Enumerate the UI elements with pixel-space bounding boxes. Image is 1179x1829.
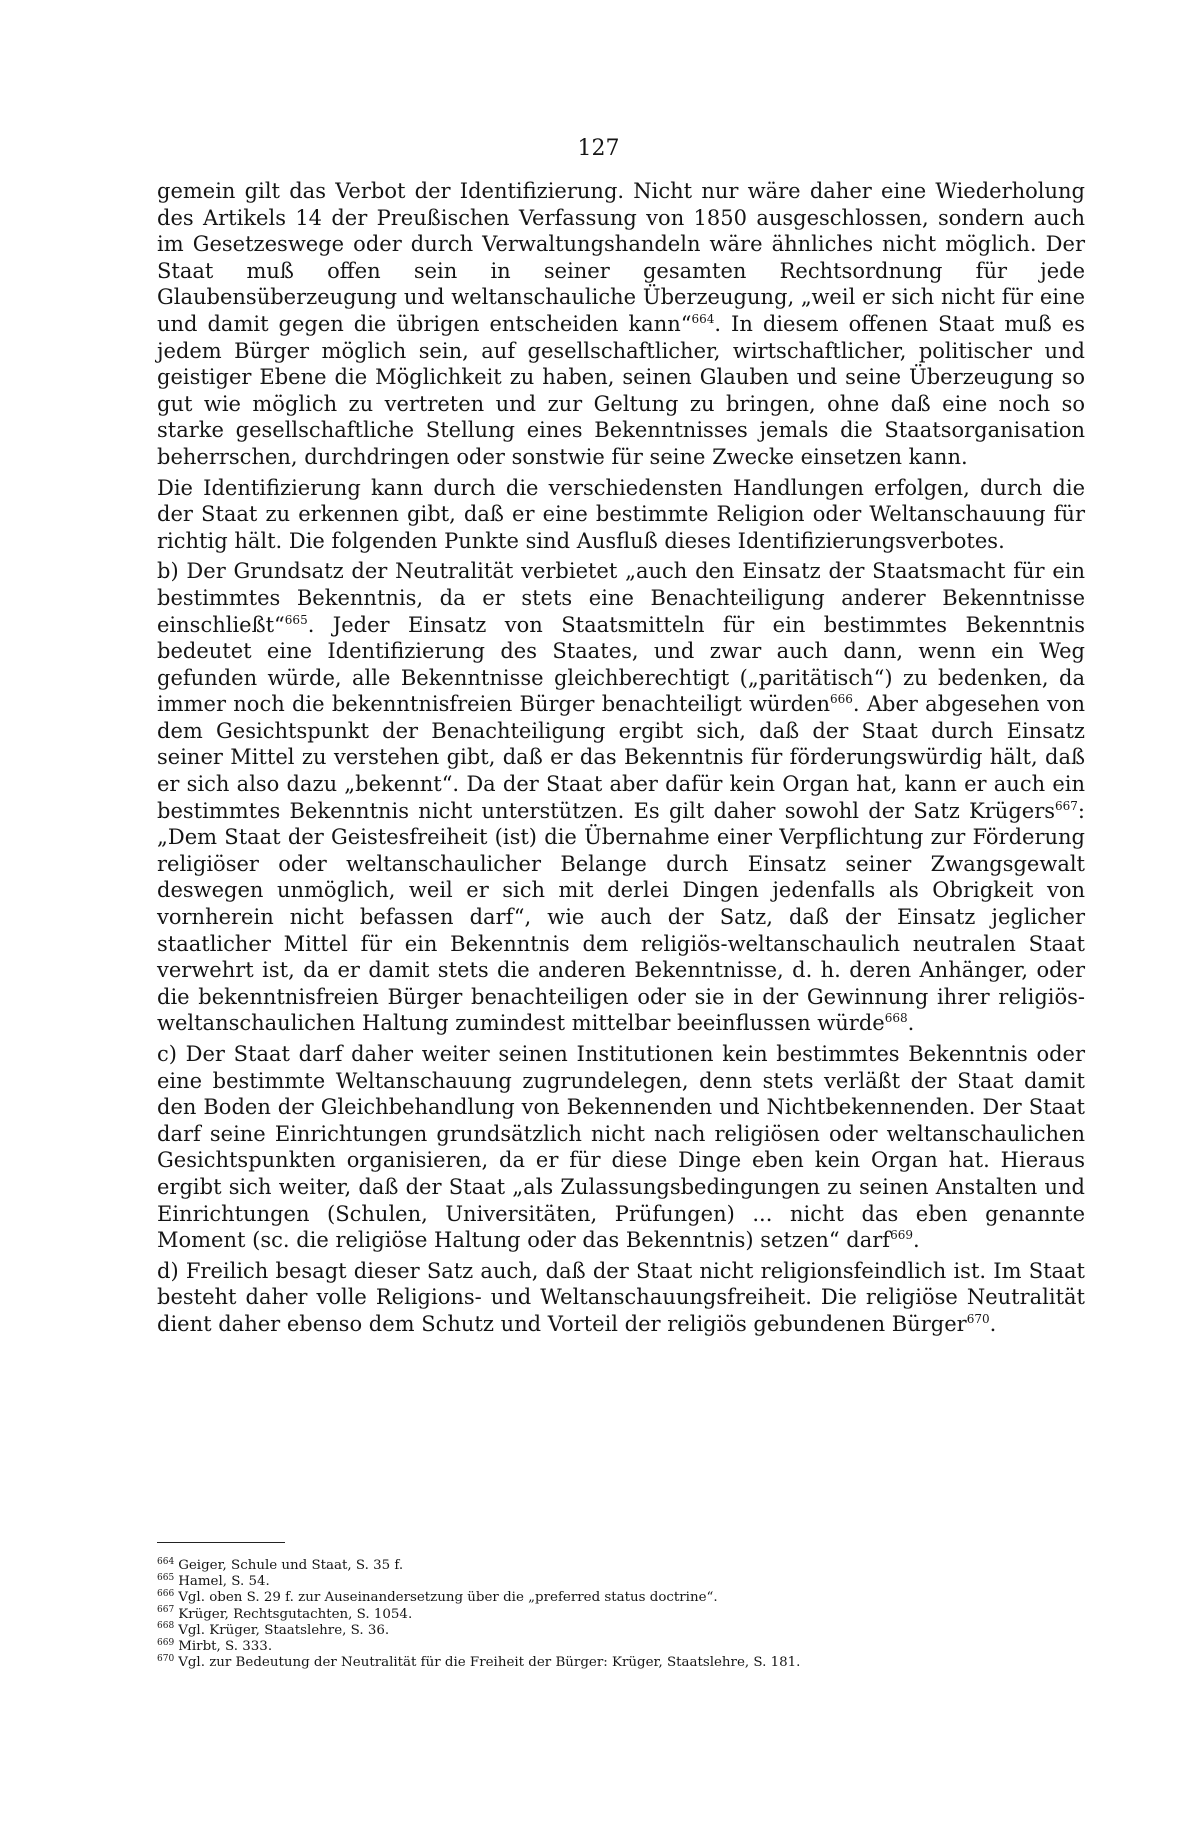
text-run: gemein gilt das Verbot der Identifizierung. Nicht nur wäre daher eine Wiederholung des Artikels 14 der Preußischen Verfassung von 1850 ausgeschlossen, sondern auch im Gesetzeswege oder durch Verwaltungshandeln wäre ähnliches nicht möglich. Der Staat muß offen sein in seiner gesamten Rechtsordnung für jede Glaubensüberzeugung und weltanschauliche Überzeugung, „weil er sich nicht für eine und damit gegen die übrigen entscheiden kann“	[157, 179, 1085, 336]
footnote-ref-670[interactable]: 670	[966, 1311, 990, 1326]
footnote-divider	[157, 1542, 285, 1543]
footnote-text: Vgl. Krüger, Staatslehre, S. 36.	[178, 1622, 390, 1638]
footnote-664	[157, 1558, 1077, 1574]
footnote-ref-666[interactable]: 666	[830, 692, 853, 707]
page-number: 127	[577, 136, 620, 161]
paragraph-c	[157, 1041, 1085, 1254]
footnote-number: 669	[157, 1637, 175, 1648]
text-run: c) Der Staat darf daher weiter seinen Institutionen kein bestimmtes Bekenntnis oder eine bestimmte Weltanschauung zugrundelegen, denn stets verläßt der Staat damit den Boden der Gleichbehandlung von Bekennenden und Nichtbekennenden. Der Staat darf seine Einrichtungen grundsätzlich nicht nach religiösen oder weltanschaulichen Gesichtspunkten organisieren, da er für diese Dinge eben kein Organ hat. Hieraus ergibt sich weiter, daß der Staat „als Zulassungsbedingungen zu seinen Anstalten und Einrichtungen (Schulen, Universitäten, Prüfungen) ... nicht das eben genannte Moment (sc. die religiöse Haltung oder das Bekenntnis) setzen“ darf	[157, 1042, 1085, 1253]
footnote-ref-664[interactable]: 664	[691, 311, 715, 326]
text-run: d) Freilich besagt dieser Satz auch, daß der Staat nicht religionsfeindlich ist. Im Staat besteht daher volle Religions- und Weltanschauungsfreiheit. Die religiöse Neutralität dient daher ebenso dem Schutz und Vorteil der religiös gebundenen Bürger	[157, 1258, 1085, 1336]
text-run: . Aber abgesehen von dem Gesichtspunkt der Benachteiligung ergibt sich, daß der Staat durch Einsatz seiner Mittel zu verstehen gibt, daß er das Bekenntnis für förderungswürdig hält, daß er sich also dazu „bekennt“. Da der Staat aber dafür kein Organ hat, kann er auch ein bestimmtes Bekenntnis nicht unterstützen. Es gilt daher sowohl der Satz Krügers	[157, 692, 1085, 823]
footnote-ref-665[interactable]: 665	[284, 612, 308, 627]
footnote-text: Mirbt, S. 333.	[178, 1639, 273, 1655]
footnote-number: 665	[157, 1572, 175, 1583]
body-text	[157, 178, 1085, 1342]
footnote-text: Krüger, Rechtsgutachten, S. 1054.	[178, 1606, 413, 1622]
footnote-number: 666	[157, 1588, 175, 1599]
footnote-number: 668	[157, 1621, 175, 1632]
footnote-668	[157, 1623, 1077, 1639]
footnote-667	[157, 1607, 1077, 1623]
footnotes	[157, 1558, 1077, 1671]
footnote-number: 667	[157, 1605, 175, 1616]
footnote-666	[157, 1590, 1077, 1606]
text-run: .	[907, 1011, 915, 1036]
footnote-text: Geiger, Schule und Staat, S. 35 f.	[178, 1558, 404, 1573]
paragraph-b	[157, 558, 1085, 1037]
footnote-text: Vgl. oben S. 29 f. zur Auseinandersetzung über die „preferred status doctrine“.	[178, 1590, 718, 1606]
footnote-ref-667[interactable]: 667	[1055, 798, 1078, 813]
footnote-665	[157, 1574, 1077, 1590]
paragraph-identifizierung	[157, 475, 1085, 555]
text-run: . Jeder Einsatz von Staatsmitteln für ein bestimmtes Bekenntnis bedeutet eine Identifizierung des Staates, und zwar auch dann, wenn ein Weg gefunden würde, alle Bekenntnisse gleichberechtigt („paritätisch“) zu bedenken, da immer noch die bekenntnisfreien Bürger benachteiligt würden	[157, 612, 1085, 717]
text-run: .	[913, 1228, 920, 1253]
text-run: : „Dem Staat der Geistesfreiheit (ist) die Übernahme einer Verpflichtung zur Förderung religiöser oder weltanschaulicher Belange durch Einsatz seiner Zwangsgewalt deswegen unmöglich, weil er sich mit derlei Dingen jedenfalls als Obrigkeit von vornherein nicht befassen darf“, wie auch der Satz, daß der Einsatz jeglicher staatlicher Mittel für ein Bekenntnis dem religiös-weltanschaulich neutralen Staat verwehrt ist, da er damit stets die anderen Bekenntnisse, d. h. deren Anhänger, oder die bekenntnisfreien Bürger benachteiligen oder sie in der Gewinnung ihrer religiös-weltanschaulichen Haltung zumindest mittelbar beeinflussen würde	[157, 798, 1085, 1036]
footnote-669	[157, 1639, 1077, 1655]
text-run: b) Der Grundsatz der Neutralität verbietet „auch den Einsatz der Staatsmacht für ein bestimmtes Bekenntnis, da er stets eine Benachteiligung anderer Bekenntnisse einschließt“	[157, 559, 1085, 637]
footnote-number: 670	[157, 1653, 175, 1664]
text-run: .	[989, 1311, 997, 1336]
footnote-number: 664	[157, 1556, 175, 1567]
footnote-text: Vgl. zur Bedeutung der Neutralität für die Freiheit der Bürger: Krüger, Staatslehre, S. 181.	[178, 1655, 801, 1671]
footnote-670	[157, 1655, 1077, 1671]
footnote-ref-669[interactable]: 669	[890, 1228, 913, 1243]
paragraph-a	[157, 178, 1085, 471]
text-run: Die Identifizierung kann durch die verschiedensten Handlungen erfolgen, durch die der Staat zu erkennen gibt, daß er eine bestimmte Religion oder Weltanschauung für richtig hält. Die folgenden Punkte sind Ausfluß dieses Identifizierungsverbotes.	[157, 475, 1085, 553]
footnote-ref-668[interactable]: 668	[884, 1011, 908, 1026]
footnote-text: Hamel, S. 54.	[178, 1574, 270, 1590]
paragraph-d	[157, 1258, 1085, 1338]
text-run: . In diesem offenen Staat muß es jedem Bürger möglich sein, auf gesellschaftlicher, wirtschaftlicher, politischer und geistiger Ebene die Möglichkeit zu haben, seinen Glauben und seine Überzeugung so gut wie möglich zu vertreten und zur Geltung zu bringen, ohne daß eine noch so starke gesellschaftliche Stellung eines Bekenntnisses jemals die Staatsorganisation beherrschen, durchdringen oder sonstwie für seine Zwecke einsetzen kann.	[157, 311, 1085, 469]
